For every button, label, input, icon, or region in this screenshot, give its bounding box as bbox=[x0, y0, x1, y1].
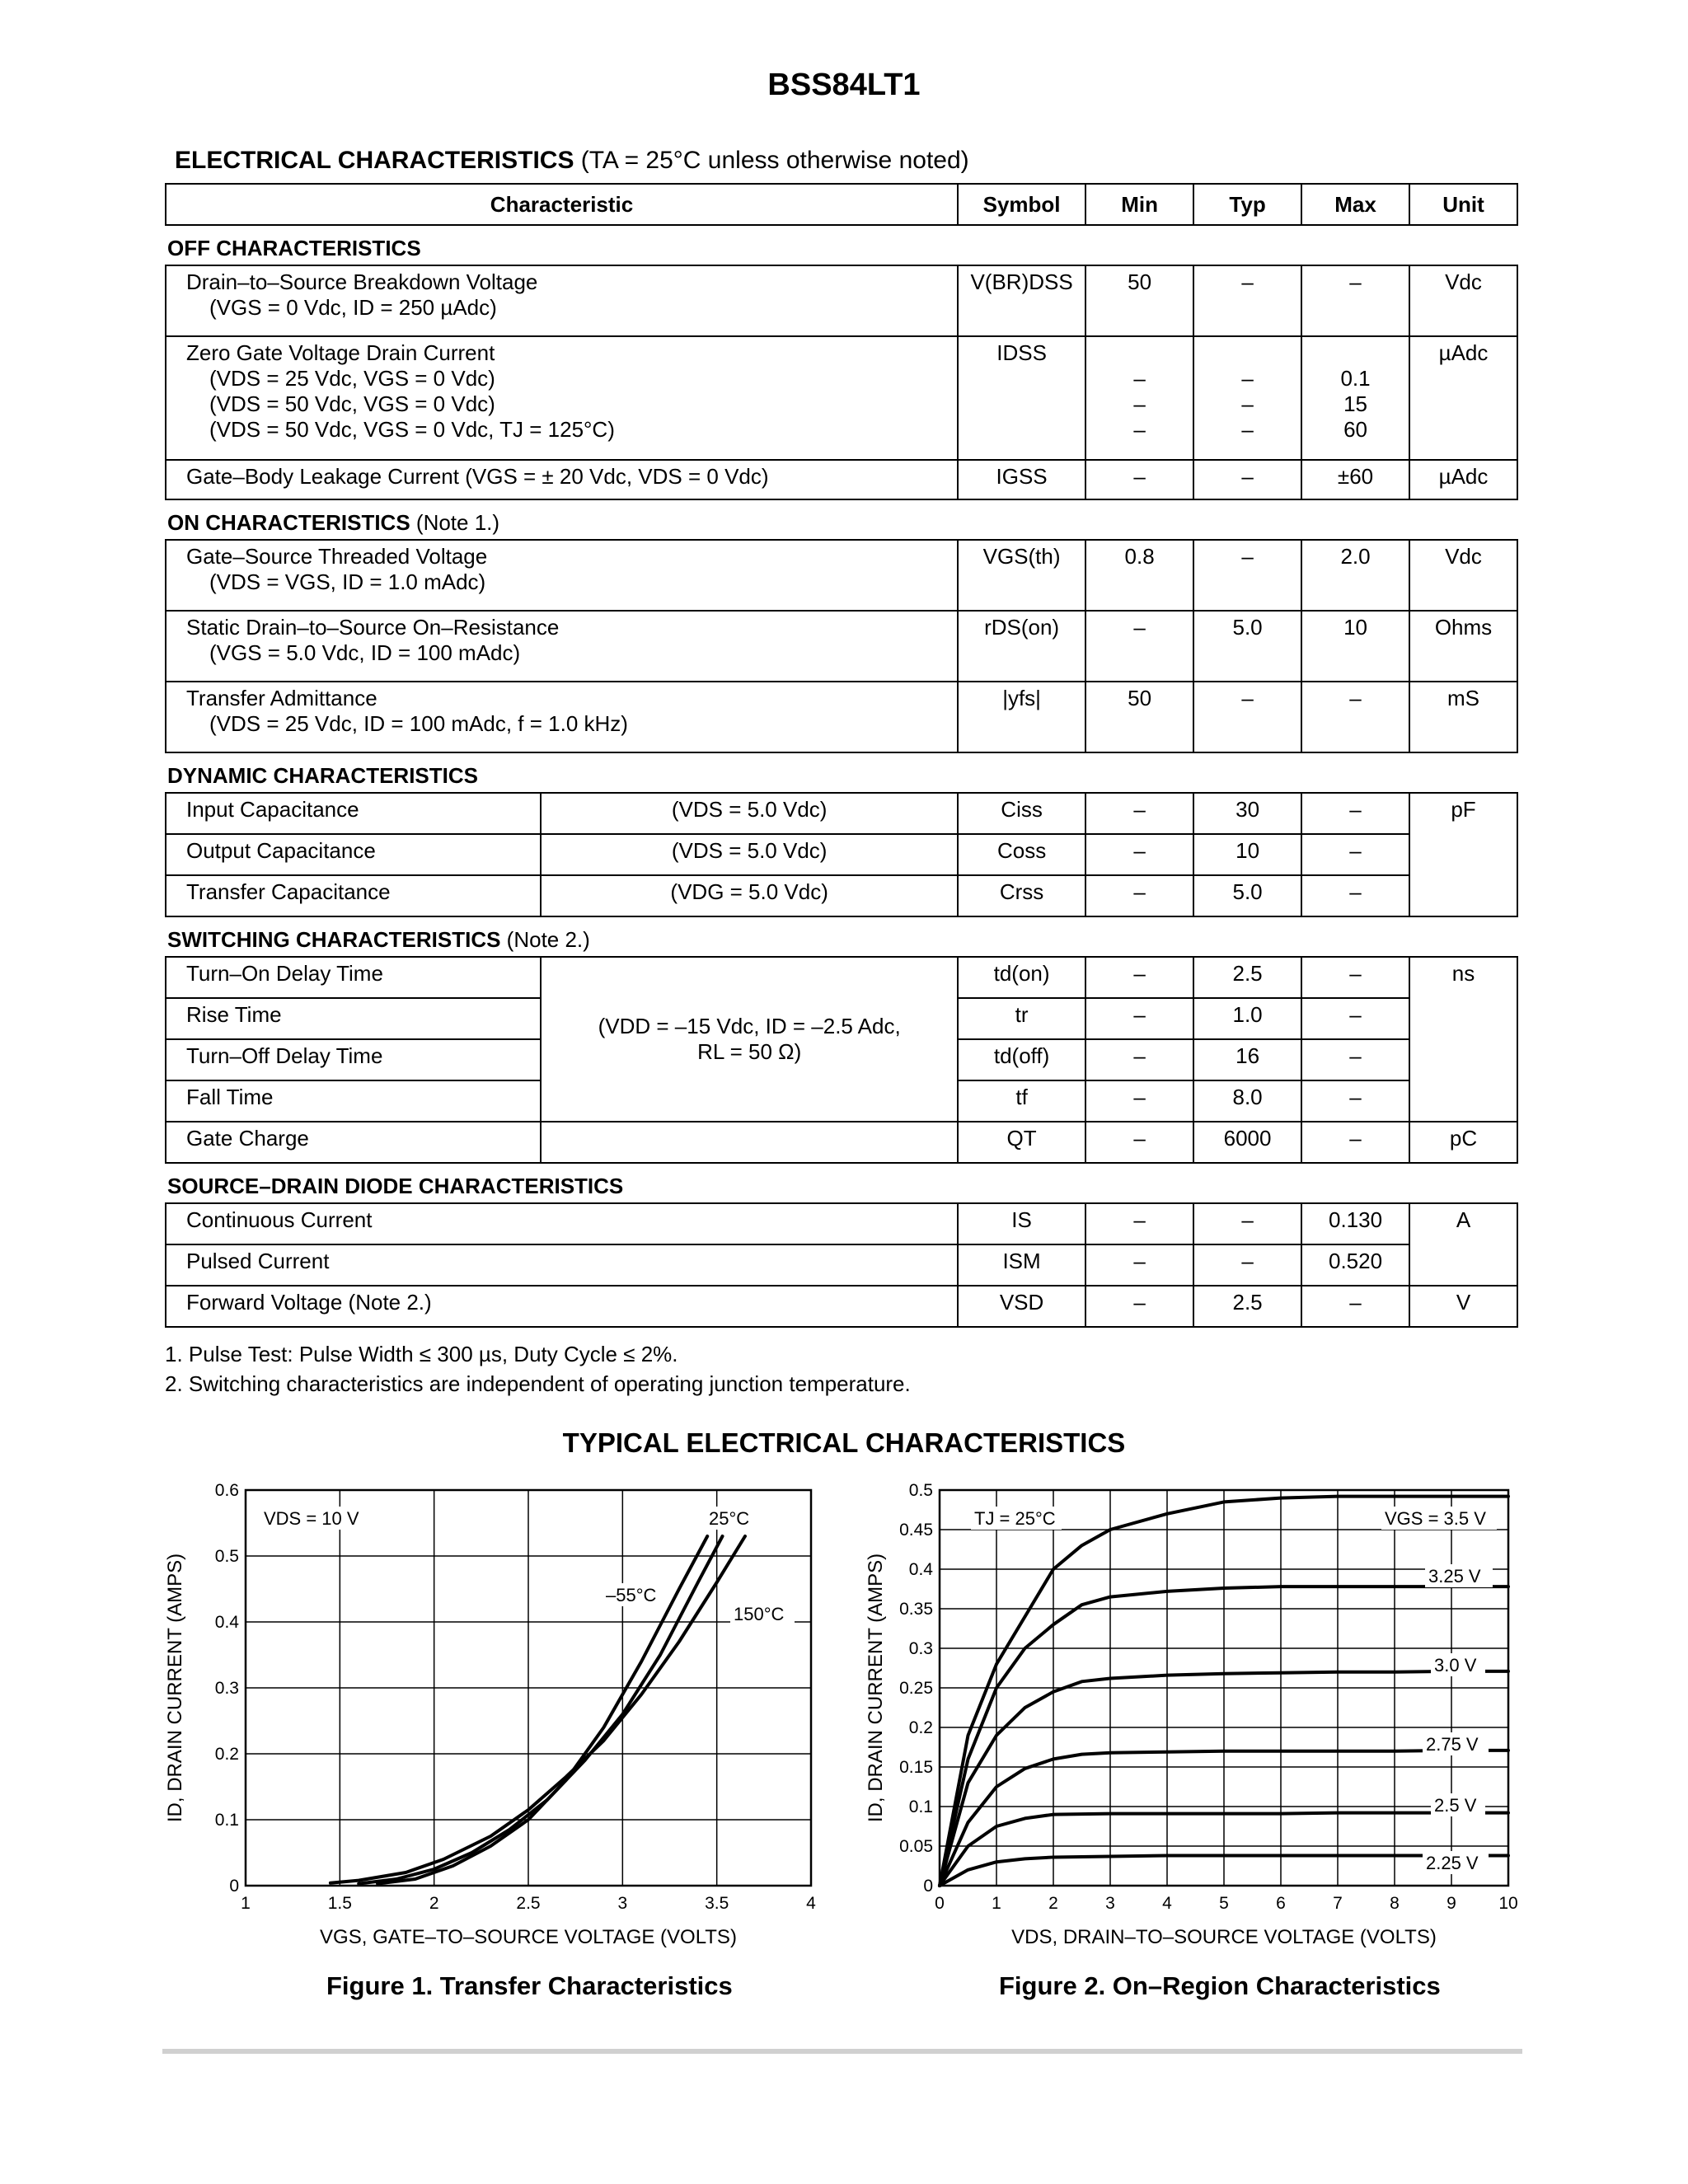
row-symbol: ISM bbox=[958, 1244, 1085, 1286]
row-name: Rise Time bbox=[166, 998, 541, 1039]
figure1-caption: Figure 1. Transfer Characteristics bbox=[326, 1971, 733, 2000]
footnotes bbox=[165, 1339, 911, 1399]
col-characteristic: Characteristic bbox=[166, 184, 958, 225]
row-condition: (VDS = 25 Vdc, ID = 100 mAdc, f = 1.0 kHz) bbox=[209, 711, 628, 736]
row-min: – bbox=[1085, 1244, 1193, 1286]
row-min: – bbox=[1133, 366, 1146, 391]
row-name: Fall Time bbox=[166, 1080, 541, 1122]
row-min: – bbox=[1085, 1039, 1193, 1080]
row-min: – bbox=[1133, 391, 1146, 416]
y-tick-label: 0.4 bbox=[908, 1560, 933, 1579]
row-typ: 30 bbox=[1193, 793, 1301, 834]
row-min: – bbox=[1085, 957, 1193, 998]
row-max: – bbox=[1301, 1286, 1409, 1327]
row-typ: – bbox=[1193, 460, 1301, 499]
row-max: 0.520 bbox=[1301, 1244, 1409, 1286]
switching-condition: (VDD = –15 Vdc, ID = –2.5 Adc, bbox=[598, 1014, 901, 1038]
y-tick-label: 0.2 bbox=[908, 1718, 933, 1737]
table-row bbox=[166, 460, 1517, 499]
col-min: Min bbox=[1085, 184, 1193, 225]
y-axis-label: ID, DRAIN CURRENT (AMPS) bbox=[865, 1553, 887, 1823]
row-condition: (VDS = 50 Vdc, VGS = 0 Vdc, TJ = 125°C) bbox=[209, 417, 615, 442]
row-max: – bbox=[1301, 265, 1409, 336]
series-label: VGS = 3.5 V bbox=[1385, 1508, 1486, 1529]
row-typ: 2.5 bbox=[1193, 1286, 1301, 1327]
row-max: – bbox=[1301, 793, 1409, 834]
row-typ: – bbox=[1193, 540, 1301, 611]
electrical-characteristics-table bbox=[165, 183, 1518, 1328]
row-max: – bbox=[1301, 1039, 1409, 1080]
series-label: 3.0 V bbox=[1434, 1655, 1477, 1675]
col-symbol: Symbol bbox=[958, 184, 1085, 225]
row-symbol: Crss bbox=[958, 875, 1085, 916]
row-typ: 8.0 bbox=[1193, 1080, 1301, 1122]
row-unit: pF bbox=[1409, 793, 1517, 916]
row-symbol: Ciss bbox=[958, 793, 1085, 834]
row-condition: (VDS = 5.0 Vdc) bbox=[541, 834, 958, 875]
row-name: Transfer Admittance bbox=[186, 686, 377, 710]
section-on-title: ON CHARACTERISTICS bbox=[167, 510, 410, 535]
row-typ: – bbox=[1193, 682, 1301, 752]
row-unit: Vdc bbox=[1409, 265, 1517, 336]
row-name: Drain–to–Source Breakdown Voltage bbox=[186, 269, 538, 294]
row-condition: (VDG = 5.0 Vdc) bbox=[541, 875, 958, 916]
x-tick-label: 10 bbox=[1498, 1894, 1518, 1913]
x-tick-label: 5 bbox=[1219, 1894, 1229, 1913]
section-switching bbox=[166, 916, 1517, 957]
row-typ: 1.0 bbox=[1193, 998, 1301, 1039]
series-label: 2.5 V bbox=[1434, 1795, 1477, 1816]
row-symbol: VGS(th) bbox=[958, 540, 1085, 611]
table-title-main: ELECTRICAL CHARACTERISTICS bbox=[175, 147, 574, 174]
table-row bbox=[166, 336, 1517, 460]
row-name: Pulsed Current bbox=[166, 1244, 958, 1286]
y-tick-label: 0.4 bbox=[214, 1613, 239, 1632]
row-symbol: Coss bbox=[958, 834, 1085, 875]
x-tick-label: 6 bbox=[1276, 1894, 1286, 1913]
row-symbol: rDS(on) bbox=[958, 611, 1085, 682]
row-min: – bbox=[1133, 417, 1146, 442]
series-label: 2.25 V bbox=[1426, 1853, 1479, 1873]
y-axis-label: ID, DRAIN CURRENT (AMPS) bbox=[164, 1553, 186, 1823]
x-tick-label: 1.5 bbox=[327, 1894, 352, 1913]
row-symbol: IS bbox=[958, 1203, 1085, 1244]
table-row bbox=[166, 957, 1517, 998]
y-tick-label: 0.25 bbox=[899, 1679, 933, 1698]
row-condition: (VGS = 0 Vdc, ID = 250 µAdc) bbox=[209, 295, 497, 320]
section-on-note: (Note 1.) bbox=[415, 510, 500, 535]
section-diode: SOURCE–DRAIN DIODE CHARACTERISTICS bbox=[167, 1174, 624, 1198]
row-name: Input Capacitance bbox=[166, 793, 541, 834]
row-max: – bbox=[1301, 875, 1409, 916]
x-tick-label: 3.5 bbox=[705, 1894, 729, 1913]
row-max: 0.1 bbox=[1340, 366, 1371, 391]
y-tick-label: 0 bbox=[229, 1877, 239, 1896]
section-off: OFF CHARACTERISTICS bbox=[167, 236, 421, 260]
y-tick-label: 0.05 bbox=[899, 1837, 933, 1856]
row-max: – bbox=[1301, 957, 1409, 998]
row-symbol: |yfs| bbox=[958, 682, 1085, 752]
row-max: 15 bbox=[1343, 391, 1367, 416]
row-symbol: tr bbox=[958, 998, 1085, 1039]
x-tick-label: 9 bbox=[1447, 1894, 1456, 1913]
table-row bbox=[166, 834, 1517, 875]
row-max: – bbox=[1301, 834, 1409, 875]
row-min: – bbox=[1085, 460, 1193, 499]
series-label: 2.75 V bbox=[1426, 1734, 1479, 1755]
row-max: 60 bbox=[1343, 417, 1367, 442]
x-tick-label: 1 bbox=[241, 1894, 251, 1913]
row-name: Gate Charge bbox=[166, 1122, 541, 1163]
row-unit: pC bbox=[1409, 1122, 1517, 1163]
row-symbol: V(BR)DSS bbox=[958, 265, 1085, 336]
col-unit: Unit bbox=[1409, 184, 1517, 225]
y-tick-label: 0.1 bbox=[214, 1811, 239, 1830]
row-unit: A bbox=[1409, 1203, 1517, 1286]
table-row bbox=[166, 265, 1517, 336]
row-symbol: tf bbox=[958, 1080, 1085, 1122]
row-min: – bbox=[1085, 834, 1193, 875]
row-min: – bbox=[1085, 793, 1193, 834]
row-max: – bbox=[1301, 1080, 1409, 1122]
series-line bbox=[331, 1536, 745, 1883]
row-min: – bbox=[1085, 1286, 1193, 1327]
x-tick-label: 3 bbox=[617, 1894, 628, 1913]
table-row bbox=[166, 1244, 1517, 1286]
row-symbol: IDSS bbox=[958, 336, 1085, 460]
table-row bbox=[166, 875, 1517, 916]
x-tick-label: 3 bbox=[1105, 1894, 1115, 1913]
row-symbol: td(on) bbox=[958, 957, 1085, 998]
col-max: Max bbox=[1301, 184, 1409, 225]
row-condition: (VDS = VGS, ID = 1.0 mAdc) bbox=[209, 569, 486, 594]
on-region-characteristics-chart bbox=[849, 1475, 1533, 1961]
row-condition: (VDS = 25 Vdc, VGS = 0 Vdc) bbox=[209, 366, 495, 391]
row-typ: 5.0 bbox=[1193, 875, 1301, 916]
typical-heading: TYPICAL ELECTRICAL CHARACTERISTICS bbox=[562, 1427, 1126, 1458]
y-tick-label: 0.15 bbox=[899, 1758, 933, 1777]
table-row bbox=[166, 611, 1517, 682]
footnote-1: 1. Pulse Test: Pulse Width ≤ 300 µs, Duty Cycle ≤ 2%. bbox=[165, 1342, 678, 1366]
series-label: 25°C bbox=[709, 1508, 750, 1529]
y-tick-label: 0 bbox=[923, 1877, 933, 1896]
row-name: Gate–Body Leakage Current (VGS = ± 20 Vdc, VDS = 0 Vdc) bbox=[166, 460, 958, 499]
y-tick-label: 0.1 bbox=[908, 1797, 933, 1816]
row-max: – bbox=[1301, 1122, 1409, 1163]
footer-divider bbox=[162, 2049, 1522, 2054]
row-typ: – bbox=[1241, 391, 1254, 416]
row-name: Turn–On Delay Time bbox=[166, 957, 541, 998]
row-symbol: QT bbox=[958, 1122, 1085, 1163]
y-tick-label: 0.3 bbox=[908, 1639, 933, 1658]
row-unit: ns bbox=[1409, 957, 1517, 1122]
x-tick-label: 7 bbox=[1333, 1894, 1343, 1913]
row-typ: 5.0 bbox=[1193, 611, 1301, 682]
row-min: – bbox=[1085, 1080, 1193, 1122]
row-condition: (VDS = 50 Vdc, VGS = 0 Vdc) bbox=[209, 391, 495, 416]
y-tick-label: 0.45 bbox=[899, 1521, 933, 1540]
series-label: 150°C bbox=[734, 1604, 785, 1624]
row-unit: Ohms bbox=[1409, 611, 1517, 682]
footnote-2: 2. Switching characteristics are independent of operating junction temperature. bbox=[165, 1371, 911, 1396]
row-typ: – bbox=[1241, 366, 1254, 391]
y-tick-label: 0.5 bbox=[214, 1547, 239, 1566]
header-row bbox=[166, 184, 1517, 225]
table-row bbox=[166, 1203, 1517, 1244]
row-symbol: IGSS bbox=[958, 460, 1085, 499]
row-max: 2.0 bbox=[1301, 540, 1409, 611]
row-condition: (VDS = 5.0 Vdc) bbox=[541, 793, 958, 834]
row-typ: 2.5 bbox=[1193, 957, 1301, 998]
row-min: – bbox=[1085, 998, 1193, 1039]
row-unit: mS bbox=[1409, 682, 1517, 752]
x-tick-label: 2 bbox=[429, 1894, 439, 1913]
part-number: BSS84LT1 bbox=[767, 68, 921, 102]
x-axis-label: VDS, DRAIN–TO–SOURCE VOLTAGE (VOLTS) bbox=[1011, 1926, 1437, 1948]
table-title-condition: (TA = 25°C unless otherwise noted) bbox=[580, 147, 969, 174]
y-tick-label: 0.3 bbox=[214, 1679, 239, 1698]
y-tick-label: 0.35 bbox=[899, 1600, 933, 1619]
y-tick-label: 0.2 bbox=[214, 1745, 239, 1764]
table-row bbox=[166, 1286, 1517, 1327]
table-row bbox=[166, 1122, 1517, 1163]
x-tick-label: 2 bbox=[1048, 1894, 1058, 1913]
row-name: Gate–Source Threaded Voltage bbox=[186, 544, 488, 569]
row-symbol: VSD bbox=[958, 1286, 1085, 1327]
y-tick-label: 0.5 bbox=[908, 1481, 933, 1500]
row-typ: – bbox=[1193, 1244, 1301, 1286]
x-tick-label: 0 bbox=[935, 1894, 945, 1913]
row-name: Output Capacitance bbox=[166, 834, 541, 875]
row-max: – bbox=[1301, 998, 1409, 1039]
row-max: – bbox=[1301, 682, 1409, 752]
row-min: 50 bbox=[1085, 682, 1193, 752]
row-name: Static Drain–to–Source On–Resistance bbox=[186, 615, 560, 640]
x-tick-label: 4 bbox=[806, 1894, 816, 1913]
row-min: 0.8 bbox=[1085, 540, 1193, 611]
section-switching-title: SWITCHING CHARACTERISTICS bbox=[167, 927, 501, 952]
row-typ: – bbox=[1193, 1203, 1301, 1244]
row-name: Forward Voltage (Note 2.) bbox=[166, 1286, 958, 1327]
row-min: – bbox=[1085, 875, 1193, 916]
row-min: – bbox=[1085, 1203, 1193, 1244]
x-tick-label: 2.5 bbox=[516, 1894, 541, 1913]
row-min: 50 bbox=[1085, 265, 1193, 336]
section-switching-note: (Note 2.) bbox=[506, 927, 590, 952]
row-min: – bbox=[1085, 611, 1193, 682]
table-row bbox=[166, 682, 1517, 752]
row-min: – bbox=[1085, 1122, 1193, 1163]
row-max: 0.130 bbox=[1301, 1203, 1409, 1244]
chart-annotation: TJ = 25°C bbox=[974, 1508, 1056, 1529]
section-dynamic: DYNAMIC CHARACTERISTICS bbox=[167, 763, 478, 788]
row-typ: 10 bbox=[1193, 834, 1301, 875]
row-name: Zero Gate Voltage Drain Current bbox=[186, 340, 495, 365]
row-max: 10 bbox=[1301, 611, 1409, 682]
col-typ: Typ bbox=[1193, 184, 1301, 225]
chart-annotation: VDS = 10 V bbox=[264, 1508, 359, 1529]
x-tick-label: 8 bbox=[1390, 1894, 1400, 1913]
row-name: Transfer Capacitance bbox=[166, 875, 541, 916]
row-unit: µAdc bbox=[1409, 336, 1517, 460]
x-tick-label: 1 bbox=[992, 1894, 1001, 1913]
table-row bbox=[166, 793, 1517, 834]
x-tick-label: 4 bbox=[1162, 1894, 1172, 1913]
row-typ: – bbox=[1241, 417, 1254, 442]
table-title bbox=[175, 147, 969, 175]
series-label: –55°C bbox=[606, 1585, 657, 1605]
row-name: Turn–Off Delay Time bbox=[166, 1039, 541, 1080]
row-condition: (VGS = 5.0 Vdc, ID = 100 mAdc) bbox=[209, 640, 521, 665]
row-unit: Vdc bbox=[1409, 540, 1517, 611]
row-max: ±60 bbox=[1301, 460, 1409, 499]
x-axis-label: VGS, GATE–TO–SOURCE VOLTAGE (VOLTS) bbox=[320, 1926, 737, 1948]
row-typ: – bbox=[1193, 265, 1301, 336]
table-row bbox=[166, 540, 1517, 611]
row-typ: 16 bbox=[1193, 1039, 1301, 1080]
row-name: Continuous Current bbox=[166, 1203, 958, 1244]
series-label: 3.25 V bbox=[1428, 1566, 1481, 1586]
row-symbol: td(off) bbox=[958, 1039, 1085, 1080]
row-unit: V bbox=[1409, 1286, 1517, 1327]
row-unit: µAdc bbox=[1409, 460, 1517, 499]
y-tick-label: 0.6 bbox=[214, 1481, 239, 1500]
switching-condition: RL = 50 Ω) bbox=[697, 1039, 802, 1064]
section-on bbox=[166, 499, 1517, 540]
transfer-characteristics-chart bbox=[148, 1475, 841, 1961]
figure2-caption: Figure 2. On–Region Characteristics bbox=[999, 1971, 1441, 2000]
row-typ: 6000 bbox=[1193, 1122, 1301, 1163]
